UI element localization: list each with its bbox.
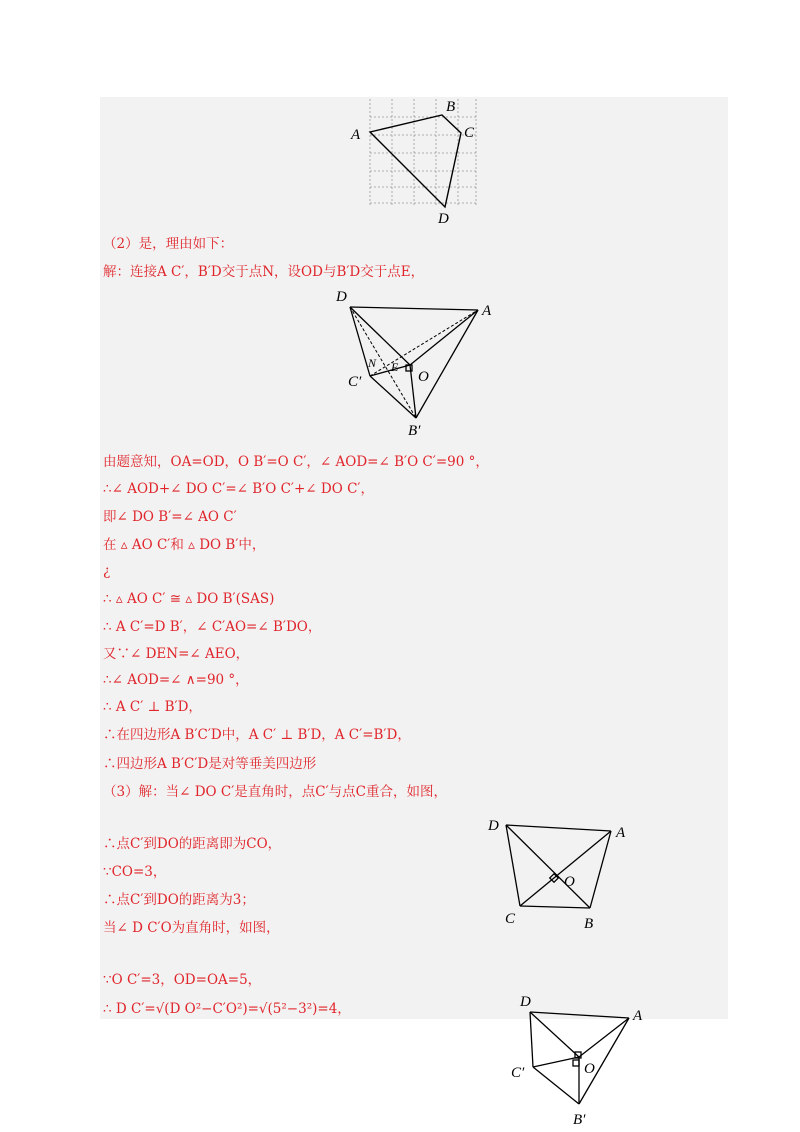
line-right-angle: ∴∠ AOD=∠ ∧=90 °， [103, 672, 249, 688]
line-given: 由题意知，OA=OD，O B′=O C′，∠ AOD=∠ B′O C′=90 °， [103, 454, 489, 470]
line-conclusion: ∴四边形A B′C′D是对等垂美四边形 [103, 756, 317, 772]
line-congruent: ∴ ▵ AO C′ ≅ ▵ DO B′(SAS) [103, 591, 275, 607]
fig4-label-d: D [520, 994, 531, 1010]
line-oc-value: ∵O C′=3，OD=OA=5， [103, 972, 262, 988]
fig2-label-a: A [482, 303, 492, 319]
fig2-label-o: O [418, 369, 429, 385]
fig4-label-b: B′ [573, 1112, 586, 1128]
line-co-value: ∵CO=3， [103, 864, 167, 880]
fig2-label-b: B′ [408, 423, 421, 439]
fig1-label-d: D [438, 211, 449, 227]
line-equal-sides: ∴ A C′=D B′，∠ C′AO=∠ B′DO， [103, 619, 322, 635]
fig3-label-d: D [488, 818, 499, 834]
line-distance-3: ∴点C′到DO的距离为3； [103, 892, 255, 908]
line-dc-calc: ∴ D C′=√(D O²−C′O²)=√(5²−3²)=4， [103, 1001, 351, 1017]
fig1-label-b: B [446, 99, 456, 115]
fig1-label-c: C [464, 125, 475, 141]
fig4-label-o: O [584, 1061, 595, 1077]
fig3-label-a: A [616, 825, 626, 841]
fig2-label-e: E [391, 360, 399, 374]
fig3-label-b: B [584, 916, 594, 932]
figure-2-rotated-triangles [330, 285, 510, 440]
fig2-label-d: D [336, 289, 347, 305]
line-angle-equal: 即∠ DO B′=∠ AO C′ [103, 509, 237, 525]
line-part2-heading: （2）是，理由如下： [103, 236, 234, 252]
line-quadrilateral: ∴在四边形A B′C′D中，A C′ ⊥ B′D，A C′=B′D， [103, 727, 411, 743]
fig3-label-o: O [564, 874, 575, 890]
line-placeholder: ¿ [103, 563, 111, 579]
figure-4-right-angle-dco [505, 992, 655, 1132]
fig2-label-n: N [368, 356, 377, 370]
figure-3-right-angle-case [480, 815, 640, 940]
line-vertical-angles: 又∵∠ DEN=∠ AEO， [103, 646, 250, 662]
fig4-label-a: A [633, 1008, 643, 1024]
fig3-label-c: C [505, 911, 516, 927]
line-part3-heading: （3）解：当∠ DO C′是直角时，点C′与点C重合，如图， [103, 784, 447, 800]
fig4-label-c: C′ [511, 1065, 525, 1081]
line-distance-co: ∴点C′到DO的距离即为CO， [103, 836, 282, 852]
line-connect: 解：连接A C′，B′D交于点N，设OD与B′D交于点E， [103, 264, 425, 280]
line-sum-angles: ∴∠ AOD+∠ DO C′=∠ B′O C′+∠ DO C′， [103, 481, 374, 497]
line-in-triangles: 在 ▵ AO C′和 ▵ DO B′中， [103, 537, 266, 553]
line-dco-right: 当∠ D C′O为直角时，如图， [103, 920, 280, 936]
figure-1-quadrilateral-grid [340, 95, 500, 230]
fig1-label-a: A [351, 127, 361, 143]
line-perpendicular: ∴ A C′ ⊥ B′D， [103, 699, 202, 715]
fig2-label-c: C′ [348, 374, 362, 390]
